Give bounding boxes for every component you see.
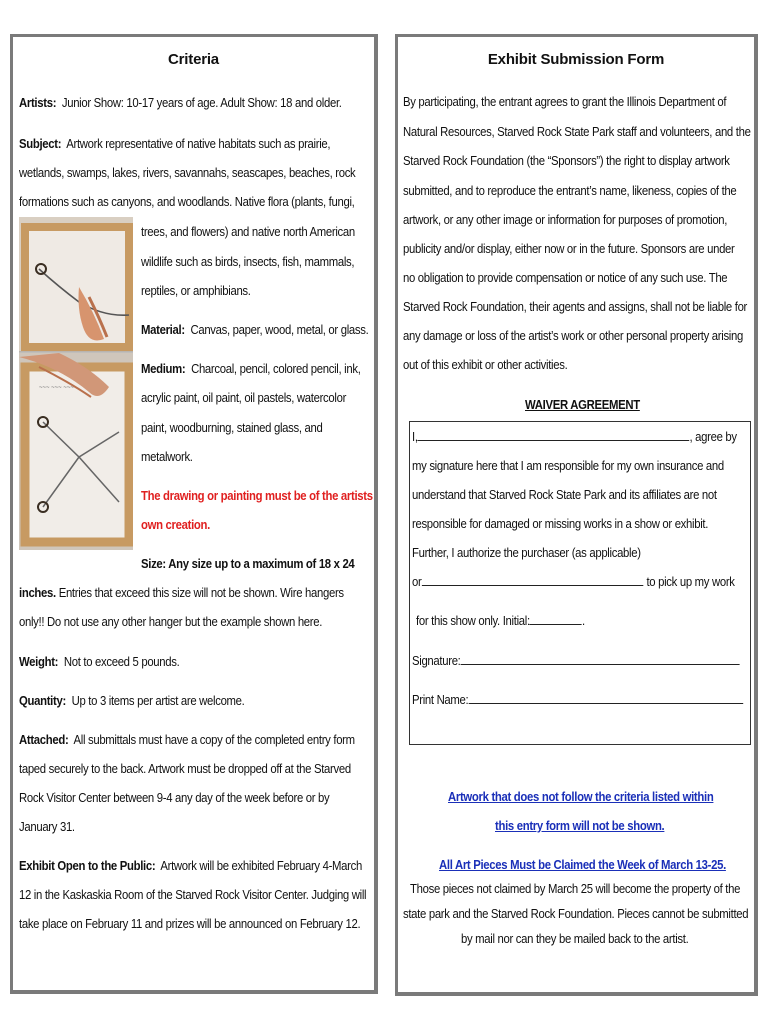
signature-label: Signature:	[412, 654, 461, 668]
exhibit-line: 12 in the Kaskaskia Room of the Starved Rock Visitor Center. Judging will	[19, 888, 367, 902]
print-name-row	[412, 686, 743, 715]
subject-label: Subject:	[19, 137, 62, 151]
exhibit-line: take place on February 11 and prizes will be announced on February 12.	[19, 917, 361, 931]
attached-row	[19, 726, 355, 755]
medium-line: paint, woodburning, stained glass, and	[141, 421, 323, 435]
exhibit-line: Artwork will be exhibited February 4-March	[160, 859, 362, 873]
svg-text:~~~ ~~~ ~~~: ~~~ ~~~ ~~~	[39, 385, 74, 391]
size-text: Entries that exceed this size will not be shown. Wire hangers	[58, 586, 344, 600]
intro-line: Natural Resources, Starved Rock State Park staff and volunteers, and the	[403, 125, 751, 139]
medium-line: acrylic paint, oil paint, oil pastels, watercolor	[141, 391, 347, 405]
artists-row	[19, 89, 342, 118]
criteria-warning: this entry form will not be shown.	[495, 819, 665, 833]
artists-label: Artists:	[19, 96, 57, 110]
waiver-text: or	[412, 575, 422, 589]
attached-line: January 31.	[19, 820, 75, 834]
weight-row	[19, 648, 179, 677]
criteria-title: Criteria	[168, 51, 219, 68]
medium-line: Charcoal, pencil, colored pencil, ink,	[191, 362, 361, 376]
waiver-text: to pick up my work	[646, 575, 735, 589]
name-blank[interactable]	[418, 428, 690, 441]
attached-line: All submittals must have a copy of the completed entry form	[73, 733, 355, 747]
quantity-label: Quantity:	[19, 694, 66, 708]
signature-blank[interactable]	[461, 652, 740, 665]
print-name-blank[interactable]	[468, 691, 743, 704]
size-text: only!! Do not use any other hanger but the example shown here.	[19, 615, 323, 629]
medium-line: metalwork.	[141, 450, 193, 464]
waiver-title: WAIVER AGREEMENT	[525, 398, 640, 412]
waiver-line: responsible for damaged or missing works in a show or exhibit.	[412, 517, 709, 531]
quantity-row	[19, 687, 245, 716]
subject-line: wetlands, swamps, lakes, rivers, savannahs, seascapes, beaches, rock	[19, 166, 356, 180]
weight-text: Not to exceed 5 pounds.	[63, 655, 180, 669]
subject-line: reptiles, or amphibians.	[141, 284, 251, 298]
size-label-2: inches.	[19, 586, 56, 600]
medium-label: Medium:	[141, 362, 186, 376]
own-creation-note: own creation.	[141, 518, 210, 532]
size-row	[19, 579, 344, 608]
submission-form-panel	[395, 34, 758, 996]
waiver-text: , agree by	[689, 430, 737, 444]
waiver-line-7	[416, 607, 585, 636]
weight-label: Weight:	[19, 655, 59, 669]
print-name-label: Print Name:	[412, 693, 469, 707]
waiver-text: for this show only. Initial:	[416, 614, 530, 628]
waiver-text: I,	[412, 430, 418, 444]
waiver-line-1	[412, 423, 737, 452]
subject-line: wildlife such as birds, insects, fish, mammals,	[141, 255, 355, 269]
intro-line: submitted, and to reproduce the entrant’s name, likeness, copies of the	[403, 184, 737, 198]
exhibit-label: Exhibit Open to the Public:	[19, 859, 156, 873]
intro-line: any damage or loss of the artist’s work or other personal property arising	[403, 329, 743, 343]
exhibit-row	[19, 852, 362, 881]
intro-line: no obligation to provide compensation or notice of any such use. The	[403, 271, 728, 285]
claim-line: by mail nor can they be mailed back to the artist.	[461, 932, 689, 946]
initial-blank[interactable]	[530, 612, 582, 625]
intro-line: Starved Rock Foundation (the “Sponsors”) the right to display artwork	[403, 154, 730, 168]
waiver-line: my signature here that I am responsible for my own insurance and	[412, 459, 724, 473]
attached-label: Attached:	[19, 733, 69, 747]
artists-text: Junior Show: 10-17 years of age. Adult Show: 18 and older.	[61, 96, 342, 110]
waiver-line-6	[412, 568, 735, 597]
criteria-warning: Artwork that does not follow the criteria listed within	[448, 790, 714, 804]
subject-row	[19, 130, 330, 159]
claim-heading: All Art Pieces Must be Claimed the Week of March 13-25.	[439, 858, 726, 872]
attached-line: Rock Visitor Center between 9-4 any day of the week before or by	[19, 791, 330, 805]
medium-row	[141, 355, 361, 384]
claim-line: Those pieces not claimed by March 25 will become the property of the	[410, 882, 741, 896]
size-label-text: Size: Any size up to a maximum of 18 x 24	[141, 557, 355, 571]
waiver-line: Further, I authorize the purchaser (as applicable)	[412, 546, 641, 560]
waiver-line: understand that Starved Rock State Park and its affiliates are not	[412, 488, 717, 502]
size-label	[141, 550, 354, 579]
material-text: Canvas, paper, wood, metal, or glass.	[190, 323, 369, 337]
wire-hanger-photo	[19, 217, 133, 550]
waiver-text: .	[582, 614, 585, 628]
purchaser-blank[interactable]	[421, 573, 642, 586]
intro-line: By participating, the entrant agrees to grant the Illinois Department of	[403, 95, 727, 109]
form-title: Exhibit Submission Form	[487, 51, 665, 68]
criteria-panel	[10, 34, 378, 994]
quantity-text: Up to 3 items per artist are welcome.	[71, 694, 245, 708]
waiver-box	[409, 421, 751, 745]
material-row	[141, 316, 368, 345]
subject-line: trees, and flowers) and native north American	[141, 225, 355, 239]
material-label: Material:	[141, 323, 185, 337]
attached-line: taped securely to the back. Artwork must be dropped off at the Starved	[19, 762, 351, 776]
subject-line: formations such as canyons, and woodlands. Native flora (plants, fungi,	[19, 195, 355, 209]
own-creation-note: The drawing or painting must be of the artists	[141, 489, 373, 503]
intro-line: Starved Rock Foundation, their agents and assigns, shall not be liable for	[403, 300, 748, 314]
subject-line: Artwork representative of native habitats such as prairie,	[66, 137, 331, 151]
claim-line: state park and the Starved Rock Foundation. Pieces cannot be submitted	[403, 907, 749, 921]
intro-line: out of this exhibit or other activities.	[403, 358, 568, 372]
intro-line: publicity and/or display, either now or in the future. Sponsors are under	[403, 242, 735, 256]
intro-line: artwork, or any other image or information for purposes of promotion,	[403, 213, 728, 227]
signature-row	[412, 647, 740, 676]
